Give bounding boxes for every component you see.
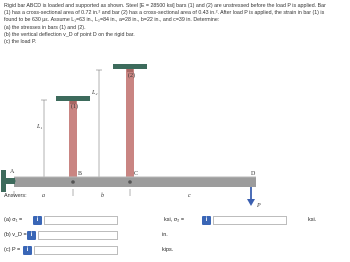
label-D: D [251,171,256,177]
rigid-bar [14,177,256,187]
dimension-L2 [96,70,102,177]
label-C: C [134,171,139,177]
load-arrow-P [247,187,255,206]
top-support-bar1 [56,96,90,101]
label-c: c [188,193,191,199]
joint-C [128,180,132,184]
bar-1 [69,101,77,177]
problem-line-6: (c) the load P. [4,39,37,46]
problem-line-5: (b) the vertical deflection v_D of point D on the rigid bar. [4,31,135,38]
label-B: B [78,171,83,177]
sigma1-unit-sigma2-label: ksi, σ₂ = [164,217,185,223]
answer-row-a [4,216,344,226]
sigma2-unit: ksi. [308,217,317,223]
sigma1-info-icon[interactable]: i [33,216,42,225]
label-L1: L₁ [37,124,43,130]
problem-line-2: (1) has a cross-sectional area of 0.72 in.² and bar (2) has a cross-sectional area of 0.43 in.². After load P is applied, the strain in bar (1) is [4,10,325,17]
answers-heading: Answers: [4,193,27,199]
bar-2 [126,69,134,177]
bar-2-pin-top [127,69,133,72]
problem-line-3: found to be 630 με. Assume L₁=63 in., L₂=84 in., a=28 in., b=22 in., and c=39 in. Determine: [4,17,220,24]
label-A: A [10,169,15,175]
problem-line-1: Rigid bar ABCD is loaded and supported as shown. Steel [E = 28500 ksi] bars (1) and (2) are unstressed before the load P is applied. Bar [4,3,326,9]
label-P: P [257,203,261,209]
answer-row-b [4,231,204,241]
P-input[interactable] [34,246,118,255]
label-bar-2: (2) [128,73,135,79]
sigma2-info-icon[interactable]: i [202,216,211,225]
label-b: b [101,193,104,199]
sigma2-input[interactable] [213,216,287,225]
problem-line-4: (a) the stresses in bars (1) and (2). [4,24,86,31]
P-label: (c) P = [4,247,21,253]
sigma1-input[interactable] [44,216,118,225]
vD-label: (b) v_D = [4,232,27,238]
answer-row-c [4,246,204,256]
sigma1-label: (a) σ₁ = [4,217,23,223]
dimension-L1 [41,100,47,177]
vD-input[interactable] [38,231,118,240]
label-a: a [42,193,45,199]
joint-B [71,180,75,184]
dimension-abc [14,189,251,196]
label-L2: L₂ [92,90,98,96]
vD-info-icon[interactable]: i [27,231,36,240]
label-bar-1: (1) [71,104,78,110]
P-info-icon[interactable]: i [23,246,32,255]
top-support-bar2 [113,64,147,69]
P-unit: kips. [162,247,174,253]
vD-unit: in. [162,232,168,238]
